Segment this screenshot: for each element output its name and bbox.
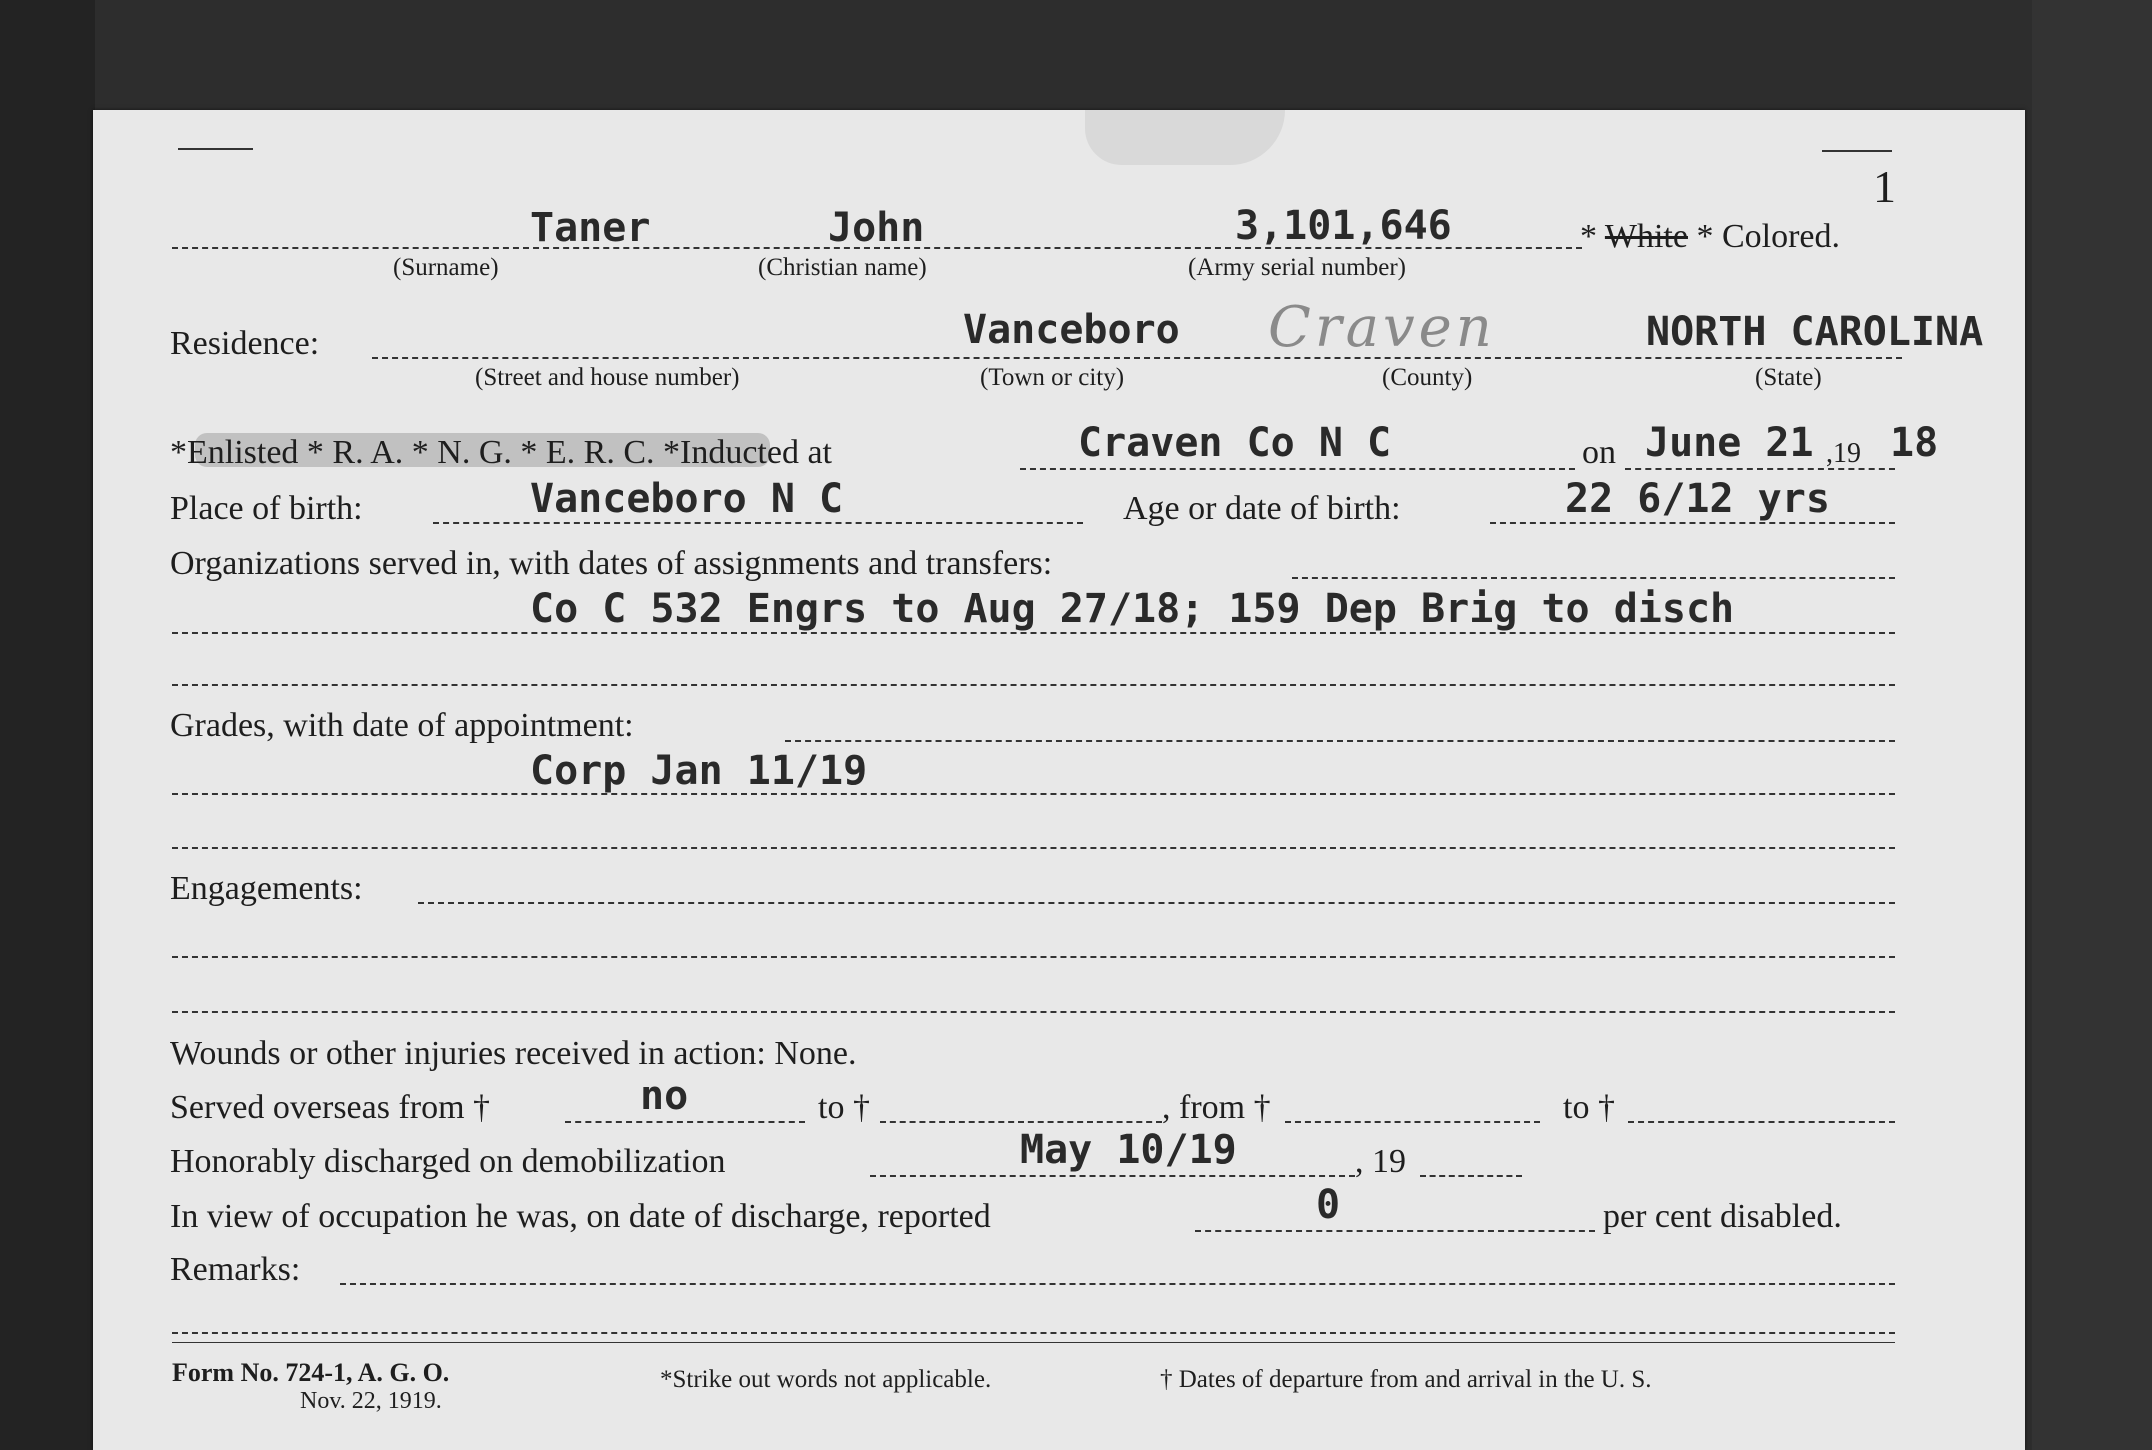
grades-label: Grades, with date of appointment: xyxy=(170,707,634,744)
discharge-year-line xyxy=(1420,1175,1522,1177)
county-caption: (County) xyxy=(1382,364,1473,391)
induction-place-value: Craven Co N C xyxy=(1078,420,1392,466)
disability-value: 0 xyxy=(1316,1182,1341,1228)
footnote-strike: *Strike out words not applicable. xyxy=(660,1366,992,1393)
discharge-value: May 10/19 xyxy=(1020,1127,1237,1173)
top-left-rule xyxy=(178,148,253,150)
card-number: 1 xyxy=(1873,161,1896,212)
race-white: White xyxy=(1604,218,1688,255)
race-asterisk-1: * xyxy=(1580,218,1597,255)
age-label: Age or date of birth: xyxy=(1123,490,1401,527)
remarks-line-3 xyxy=(172,1342,1895,1343)
residence-state-value: NORTH CAROLINA xyxy=(1646,309,1984,355)
overseas-label: Served overseas from † xyxy=(170,1089,491,1126)
christian-name-value: John xyxy=(828,205,925,251)
card-tear xyxy=(1085,110,1285,165)
remarks-line-2 xyxy=(172,1332,1895,1334)
scan-frame-left xyxy=(0,0,95,1450)
residence-county-value: Craven xyxy=(1268,295,1496,360)
overseas-to-line xyxy=(880,1121,1162,1123)
grades-line-2 xyxy=(172,793,1895,795)
race-colored: Colored. xyxy=(1721,218,1841,255)
town-caption: (Town or city) xyxy=(980,364,1125,391)
surname-value: Taner xyxy=(530,205,651,251)
grades-value: Corp Jan 11/19 xyxy=(530,748,868,794)
residence-line xyxy=(372,357,1902,359)
age-line xyxy=(1490,522,1895,524)
state-caption: (State) xyxy=(1755,364,1822,391)
induction-place-line xyxy=(1020,468,1575,470)
remarks-line-1 xyxy=(340,1283,1895,1285)
race-field xyxy=(1580,218,1840,256)
birthplace-line xyxy=(433,522,1083,524)
overseas-to2-line xyxy=(1628,1121,1895,1123)
footnote-dates: † Dates of departure from and arrival in the U. S. xyxy=(1160,1366,1652,1393)
age-value: 22 6/12 yrs xyxy=(1565,476,1830,522)
induction-label: *Enlisted * R. A. * N. G. * E. R. C. *Inducted at xyxy=(170,434,833,471)
remarks-label: Remarks: xyxy=(170,1251,301,1288)
discharge-line xyxy=(870,1175,1355,1177)
engagements-line-1 xyxy=(418,902,1895,904)
organizations-label: Organizations served in, with dates of assignments and transfers: xyxy=(170,545,1053,582)
grades-line-1 xyxy=(785,740,1895,742)
residence-label: Residence: xyxy=(170,325,320,362)
form-date: Nov. 22, 1919. xyxy=(300,1388,442,1414)
scan-frame-right xyxy=(2032,0,2152,1450)
residence-town-value: Vanceboro xyxy=(963,307,1180,353)
overseas-from2-line xyxy=(1285,1121,1540,1123)
organizations-line-1 xyxy=(1292,577,1895,579)
overseas-to-label: to † xyxy=(818,1089,870,1126)
discharge-year-suffix: , 19 xyxy=(1355,1143,1406,1180)
serial-number-value: 3,101,646 xyxy=(1235,203,1452,249)
overseas-from2-label: , from † xyxy=(1162,1089,1271,1126)
disability-suffix: per cent disabled. xyxy=(1603,1198,1842,1235)
top-right-rule xyxy=(1822,150,1892,152)
form-number: Form No. 724-1, A. G. O. xyxy=(172,1358,450,1387)
engagements-line-2 xyxy=(172,956,1895,958)
serial-number-caption: (Army serial number) xyxy=(1188,254,1406,281)
christian-name-caption: (Christian name) xyxy=(758,254,927,281)
disability-label: In view of occupation he was, on date of discharge, reported xyxy=(170,1198,991,1235)
induction-year-prefix: ,19 xyxy=(1826,438,1861,469)
engagements-label: Engagements: xyxy=(170,870,363,907)
grades-line-3 xyxy=(172,847,1895,849)
organizations-value: Co C 532 Engrs to Aug 27/18; 159 Dep Brig to disch xyxy=(530,586,1735,632)
overseas-from-line xyxy=(565,1121,805,1123)
surname-caption: (Surname) xyxy=(393,254,499,281)
race-asterisk-2: * xyxy=(1696,218,1714,255)
disability-line xyxy=(1195,1230,1595,1232)
organizations-line-3 xyxy=(172,684,1895,686)
organizations-line-2 xyxy=(172,632,1895,634)
discharge-label: Honorably discharged on demobilization xyxy=(170,1143,726,1180)
birthplace-label: Place of birth: xyxy=(170,490,363,527)
birthplace-value: Vanceboro N C xyxy=(530,476,844,522)
engagements-line-3 xyxy=(172,1011,1895,1013)
induction-on-label: on xyxy=(1582,434,1616,471)
wounds-text: Wounds or other injuries received in action: None. xyxy=(170,1035,857,1072)
overseas-to2-label: to † xyxy=(1563,1089,1615,1126)
induction-date-value: June 21 xyxy=(1645,420,1814,466)
street-caption: (Street and house number) xyxy=(475,364,740,391)
induction-year-value: 18 xyxy=(1890,420,1939,466)
overseas-from-value: no xyxy=(640,1073,689,1119)
